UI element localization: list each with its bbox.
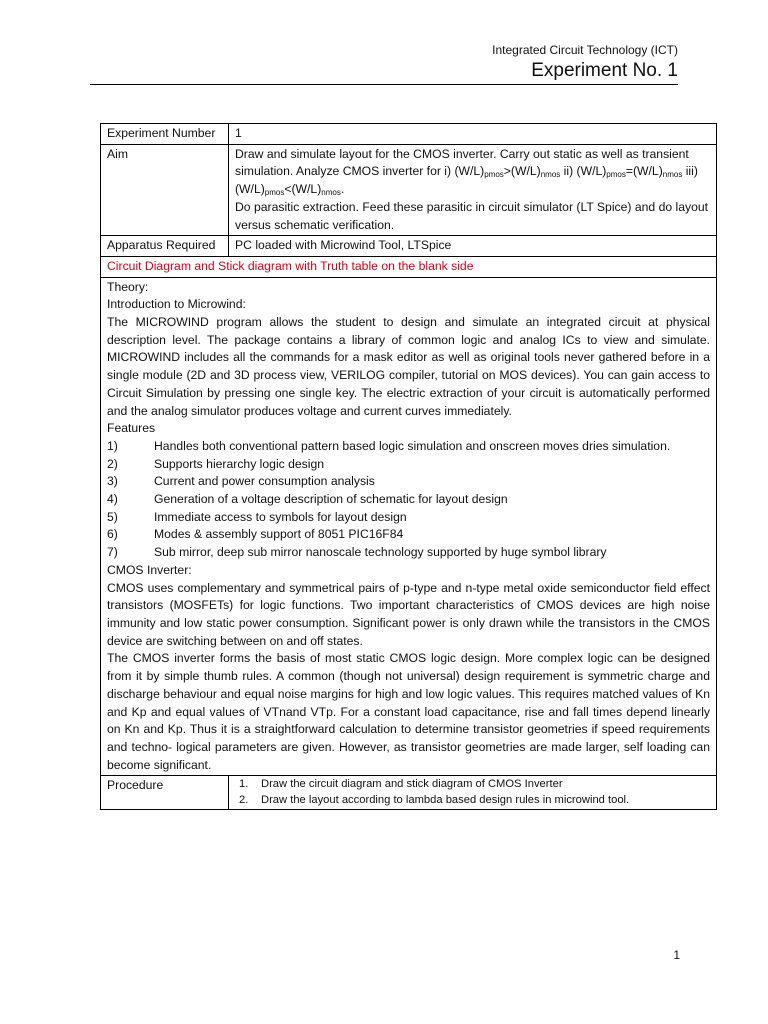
page-header	[90, 42, 678, 84]
feature-item: 1) Handles both conventional pattern based logic simulation and onscreen moves dries simulation.	[107, 438, 671, 453]
feature-item: 2) Supports hierarchy logic design	[107, 456, 325, 471]
procedure-step: 2. Draw the layout according to lambda based design rules in microwind tool.	[239, 793, 630, 806]
course-title: Integrated Circuit Technology (ICT)	[492, 43, 678, 57]
procedure-step: 1. Draw the circuit diagram and stick diagram of CMOS Inverter	[239, 778, 563, 791]
aim-line-2: Do parasitic extraction. Feed these parasitic in circuit simulator (LT Spice) and do layout versus schematic verification.	[235, 199, 709, 232]
theory-cell	[101, 277, 717, 776]
feature-item: 5) Immediate access to symbols for layout design	[107, 509, 407, 524]
experiment-number-value: 1	[229, 124, 717, 145]
experiment-number-row	[101, 124, 717, 145]
cmos-paragraph-1: CMOS uses complementary and symmetrical pairs of p-type and n-type metal oxide semiconductor field effect transistors (MOSFETs) for logic functions. Two important characteristics of CMOS devices are high noise immunity and low static power consumption. Significant power is only drawn while the transistors in the CMOS device are switching between on and off states.	[107, 580, 710, 648]
experiment-title: Experiment No. 1	[531, 60, 678, 81]
circuit-diagram-note: Circuit Diagram and Stick diagram with Truth table on the blank side	[101, 256, 717, 277]
cmos-paragraph-2: The CMOS inverter forms the basis of most static CMOS logic design. More complex logic can be designed from it by simple thumb rules. A common (though not universal) design requirement is symmetric charge and discharge behaviour and equal noise margins for high and low logic values. This requires matched values of Kn and Kp and equal values of VTnand VTp. For a constant load capacitance, rise and fall times depend linearly on Kn and Kp. Thus it is a straightforward calculation to determine transistor geometries if speed requirements and techno- logical parameters are given. However, as transistor geometries are made larger, self loading can become significant.	[107, 651, 710, 772]
feature-item: 7) Sub mirror, deep sub mirror nanoscale technology supported by huge symbol library	[107, 545, 607, 560]
experiment-table	[100, 123, 717, 810]
procedure-label: Procedure	[101, 776, 229, 810]
cmos-inverter-heading: CMOS Inverter:	[107, 562, 192, 577]
apparatus-value: PC loaded with Microwind Tool, LTSpice	[229, 236, 717, 257]
theory-heading: Theory:	[107, 279, 149, 294]
procedure-steps	[229, 776, 717, 810]
features-list	[107, 438, 710, 562]
apparatus-row	[101, 236, 717, 257]
experiment-number-label: Experiment Number	[101, 124, 229, 145]
feature-item: 3) Current and power consumption analysis	[107, 474, 375, 489]
microwind-paragraph: The MICROWIND program allows the student to design and simulate an integrated circuit at physical description level. The package contains a library of common logic and analog ICs to view and simulate. MICROWIND includes all the commands for a mask editor as well as original tools never gathered before in a single module (2D and 3D process view, VERILOG compiler, tutorial on MOS devices). You can gain access to Circuit Simulation by pressing one single key. The electric extraction of your circuit is automatically performed and the analog simulator produces voltage and current curves immediately.	[107, 315, 710, 418]
theory-row	[101, 277, 717, 776]
circuit-note-row	[101, 256, 717, 277]
header-divider	[90, 84, 678, 85]
procedure-row	[101, 776, 717, 810]
features-heading: Features	[107, 421, 156, 436]
feature-item: 4) Generation of a voltage description of schematic for layout design	[107, 492, 508, 507]
aim-text: Draw and simulate layout for the CMOS inverter. Carry out static as well as transient simulation. Analyze CMOS inverter for i) $(W/L)_{pmos}>(W/L)_{nmos}$ ii) $(W/L)_{pmos}=(W/L)_{nmos}$ iii) $(W/L)_{pmos}<(W/L)_{nmos}$. Do parasitic extraction. Feed these parasitic in circuit simulator (LT Spice) and do layout versus schematic verification.	[229, 144, 717, 236]
aim-row	[101, 144, 717, 236]
microwind-heading: Introduction to Microwind:	[107, 297, 246, 312]
feature-item: 6) Modes & assembly support of 8051 PIC16F84	[107, 527, 404, 542]
apparatus-label: Apparatus Required	[101, 236, 229, 257]
aim-label: Aim	[101, 144, 229, 236]
page-number: 1	[673, 948, 680, 962]
procedure-list	[235, 777, 710, 808]
